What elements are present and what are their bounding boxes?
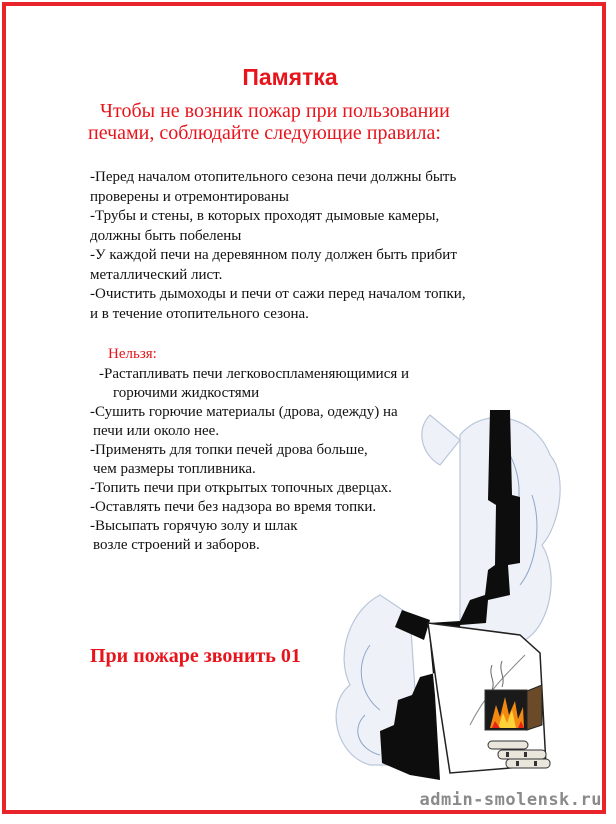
forbidden-line: печи или около нее. bbox=[93, 423, 220, 439]
page-title: Памятка bbox=[242, 64, 338, 90]
rule-line: -Перед началом отопительного сезона печи должны быть bbox=[90, 169, 457, 185]
site-watermark: admin-smolensk.ru bbox=[419, 790, 602, 810]
forbidden-line: -Топить печи при открытых топочных дверцах. bbox=[90, 480, 392, 496]
forbidden-line: -Сушить горючие материалы (дрова, одежду) на bbox=[90, 404, 398, 420]
subtitle-line: Чтобы не возник пожар при пользовании bbox=[100, 100, 450, 122]
rule-line: -Трубы и стены, в которых проходят дымовые камеры, bbox=[90, 208, 440, 224]
forbidden-line: горючими жидкостями bbox=[113, 385, 260, 401]
rules-list bbox=[90, 168, 540, 324]
forbidden-heading: Нельзя: bbox=[108, 346, 157, 362]
stove-door bbox=[527, 685, 542, 730]
forbidden-line: -Оставлять печи без надзора во время топки. bbox=[90, 499, 377, 515]
forbidden-line: чем размеры топливника. bbox=[93, 461, 256, 477]
forbidden-line: возле строений и заборов. bbox=[93, 537, 260, 553]
subtitle bbox=[88, 100, 508, 144]
rule-line: проверены и отремонтированы bbox=[90, 188, 289, 205]
rule-line: и в течение отопительного сезона. bbox=[90, 305, 309, 322]
forbidden-line: -Растапливать печи легковоспламеняющимися и bbox=[99, 366, 410, 382]
rule-line: -Очистить дымоходы и печи от сажи перед началом топки, bbox=[90, 286, 466, 302]
rule-line: -У каждой печи на деревянном полу должен быть прибит bbox=[90, 247, 457, 263]
emergency-call-text: При пожаре звонить 01 bbox=[90, 645, 301, 667]
stove-chimney-fire-illustration bbox=[310, 395, 570, 790]
forbidden-line: -Применять для топки печей дрова больше, bbox=[90, 442, 368, 458]
rule-line: должны быть побелены bbox=[90, 227, 242, 244]
forbidden-line: -Высыпать горячую золу и шлак bbox=[90, 518, 298, 534]
rule-line: металлический лист. bbox=[90, 266, 223, 283]
subtitle-line: печами, соблюдайте следующие правила: bbox=[88, 122, 441, 144]
